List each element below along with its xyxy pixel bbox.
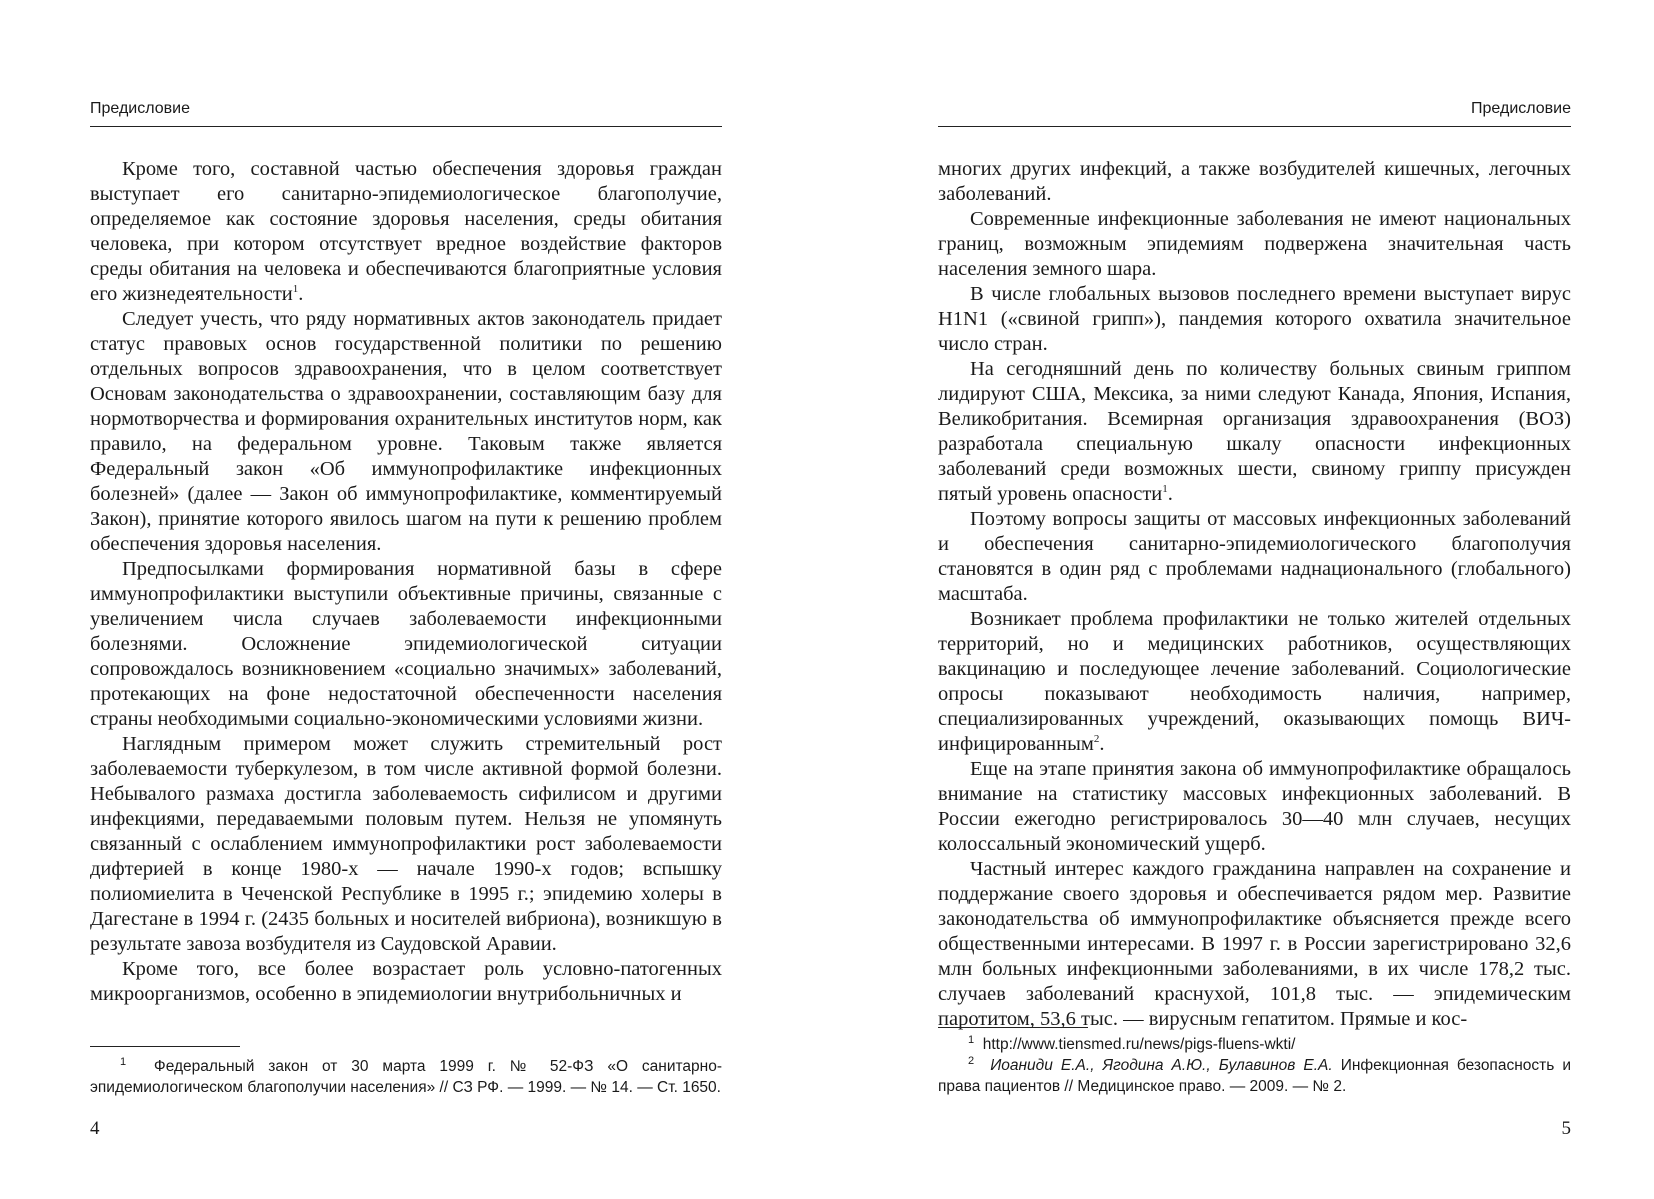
footnote-marker: 1 [120, 1055, 127, 1068]
footnotes [938, 1034, 1571, 1097]
paragraph: Предпосылками формирования нормативной базы в сфере иммунопрофилактики выступили объективные причины, связанные с увеличением числа случаев заболеваемости инфекционными болезнями. Осложнение эпидемиологической ситуации сопровождалось возникновением «социально значимых» заболеваний, протекающих на фоне недостаточной обеспеченности населения страны необходимыми социально-экономическими условиями жизни. [90, 558, 722, 730]
paragraph: Еще на этапе принятия закона об иммунопрофилактике обращалось внимание на статистику массовых инфекционных заболеваний. В России ежегодно регистрировалось 30—40 млн случаев, несущих колоссальный экономический ущерб. [938, 758, 1571, 855]
footnote-link: http://www.tiensmed.ru/news/pigs-fluens-wkti/ [982, 1036, 1296, 1053]
footnote [938, 1034, 1571, 1055]
body-text [90, 157, 722, 1007]
footnote-ref: 2 [1093, 733, 1100, 746]
paragraph: Следует учесть, что ряду нормативных актов законодатель придает статус правовых основ государственной политики по решению отдельных вопросов здравоохранения, что в целом соответствует Основам законодательства о здравоохранении, составляющим базу для нормотворчества и формирования охранительных институтов норм, как правило, на федеральном уровне. Таковым также является Федеральный закон «Об иммунопрофилактике инфекционных болезней» (далее — Закон об иммунопрофилактике, комментируемый Закон), принятие которого явилось шагом на пути к решению проблем обеспечения здоровья населения. [90, 308, 722, 555]
footnote-divider [90, 1046, 240, 1047]
paragraph: Поэтому вопросы защиты от массовых инфекционных заболеваний и обеспечения санитарно-эпидемиологического благополучия становятся в один ряд с проблемами наднационального (глобального) масштаба. [938, 508, 1571, 605]
paragraph: Современные инфекционные заболевания не имеют национальных границ, возможным эпидемиям подвержена значительная часть населения земного шара. [938, 208, 1571, 280]
page-number: 4 [90, 1118, 100, 1139]
paragraph-continuation: многих других инфекций, а также возбудителей кишечных, легочных заболеваний. [938, 158, 1571, 205]
paragraph: На сегодняшний день по количеству больных свиным гриппом лидируют США, Мексика, за ними следуют Канада, Япония, Испания, Великобритания. Всемирная организация здравоохранения (ВОЗ) разработала специальную шкалу опасности инфекционных заболеваний среди возможных шести, свиному гриппу присужден пятый уровень опасности$^1$. [938, 358, 1571, 505]
footnote-marker: 2 [968, 1054, 975, 1067]
paragraph: Частный интерес каждого гражданина направлен на сохранение и поддержание своего здоровья и обеспечивается рядом мер. Развитие законодательства об иммунопрофилактике объясняется прежде всего общественными интересами. В 1997 г. в России зарегистрировано 32,6 млн больных инфекционными заболеваниями, в их числе 178,2 тыс. случаев заболеваний краснухой, 101,8 тыс. — эпидемическим паротитом, 53,6 тыс. — вирусным гепатитом. Прямые и кос- [938, 858, 1571, 1030]
paragraph: Кроме того, составной частью обеспечения здоровья граждан выступает его санитарно-эпидемиологическое благополучие, определяемое как состояние здоровья населения, среды обитания человека, при котором отсутствует вредное воздействие факторов среды обитания на человека и обеспечиваются благоприятные условия его жизнедеятельности$^1$. [90, 158, 722, 305]
paragraph: Кроме того, все более возрастает роль условно-патогенных микроорганизмов, особенно в эпидемиологии внутрибольничных и [90, 958, 722, 1005]
footnote: $^1$ Федеральный закон от 30 марта 1999 г. № 52-ФЗ «О санитарно-эпидемиологическом благополучии населения» // СЗ РФ. — 1999. — № 14. — Ст. 1650. [90, 1055, 722, 1096]
paragraph: В числе глобальных вызовов последнего времени выступает вирус H1N1 («свиной грипп»), пандемия которого охватила значительное число стран. [938, 283, 1571, 355]
footnote-marker: 1 [968, 1033, 975, 1046]
footnote-ref: 1 [1162, 483, 1168, 496]
page-number: 5 [1561, 1118, 1571, 1139]
running-header: Предисловие [938, 100, 1571, 127]
right-page [938, 0, 1571, 1199]
footnote-authors: Иоаниди Е.А., Ягодина А.Ю., Булавинов Е.А. [990, 1057, 1333, 1074]
footnote-ref: 1 [292, 283, 299, 296]
footnote-divider [938, 1027, 1088, 1028]
footnotes [90, 1056, 722, 1098]
body-text [938, 157, 1571, 1032]
footnote: $^2$ Иоаниди Е.А., Ягодина А.Ю., Булавинов Е.А. Инфекционная безопасность и права пациентов // Медицинское право. — 2009. — № 2. [938, 1054, 1571, 1095]
running-header: Предисловие [90, 100, 722, 127]
left-page [90, 0, 722, 1199]
paragraph: Возникает проблема профилактики не только жителей отдельных территорий, но и медицинских работников, осуществляющих вакцинацию и последующее лечение заболеваний. Социологические опросы показывают необходимость наличия, например, специализированных учреждений, оказывающих помощь ВИЧ-инфицированным$^2$. [938, 608, 1571, 755]
paragraph: Наглядным примером может служить стремительный рост заболеваемости туберкулезом, в том числе активной формой болезни. Небывалого размаха достигла заболеваемость сифилисом и другими инфекциями, передаваемыми половым путем. Нельзя не упомянуть связанный с ослаблением иммунопрофилактики рост заболеваемости дифтерией в конце 1980-х — начале 1990-х годов; вспышку полиомиелита в Чеченской Республике в 1995 г.; эпидемию холеры в Дагестане в 1994 г. (2435 больных и носителей вибриона), возникшую в результате завоза возбудителя из Саудовской Аравии. [90, 733, 722, 955]
